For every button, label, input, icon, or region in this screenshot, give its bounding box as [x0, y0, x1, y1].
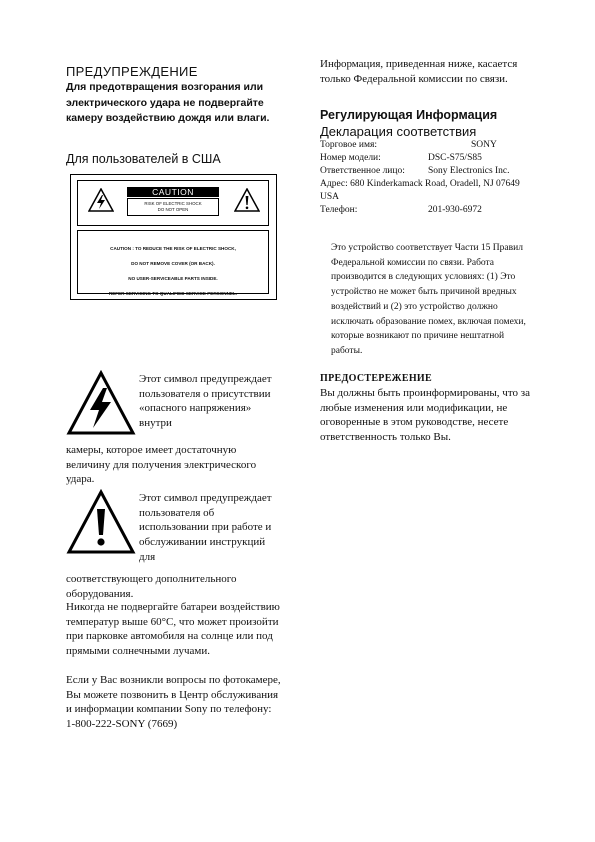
caution-heading: CAUTION	[127, 187, 219, 197]
regulatory-title: Регулирующая Информация	[320, 108, 498, 122]
lightning-symbol-description: Этот символ предупреждает пользователя о присутствии «опасного напряжения» внутри	[139, 373, 272, 430]
caution-label-bottom	[77, 230, 269, 294]
caution-notice-body: Вы должны быть проинформированы, что за любые изменения или модификации, не оговоренные в этом руководстве, несете ответственность только Вы.	[320, 387, 530, 444]
warning-title: ПРЕДУПРЕЖДЕНИЕ	[66, 64, 198, 79]
address-row: Адрес: 680 Kinderkamack Road, Oradell, NJ 07649 USA	[320, 179, 520, 202]
phone-value: 201-930-6972	[428, 205, 482, 215]
support-contact-paragraph: Если у Вас возникли вопросы по фотокамере, Вы можете позвонить в Центр обслуживания и информации компании Sony по телефону: 1-800-222-SONY (7669)	[66, 674, 281, 731]
responsible-party-value: Sony Electronics Inc.	[428, 166, 510, 176]
exclamation-warning-icon	[66, 489, 136, 555]
lightning-warning-icon	[66, 370, 136, 436]
lightning-warning-icon	[88, 188, 114, 212]
phone-label: Телефон:	[320, 205, 358, 215]
battery-warning-paragraph: Никогда не подвергайте батареи воздействию температур выше 60°C, что может произойти при парковке автомобиля на солнце или под прямыми солнечными лучами.	[66, 601, 280, 658]
caution-line: REFER SERVICING TO QUALIFIED SERVICE PERSONNEL.	[108, 291, 238, 296]
trade-name-label: Торговое имя:	[320, 140, 377, 150]
caution-line: NO USER-SERVICEABLE PARTS INSIDE.	[128, 276, 218, 281]
declaration-title: Декларация соответствия	[320, 124, 477, 139]
caution-subtext	[127, 198, 219, 216]
responsible-party-label: Ответственное лицо:	[320, 166, 405, 176]
fcc-compliance-statement: Это устройство соответствует Части 15 Правил Федеральной комиссии по связи. Работа производится в следующих условиях: (1) Это устройство не может быть причиной вредных воздействий и (2) это устройство должно исключать образование помех, включая помехи, которые возникают по причине нештатной работы.	[331, 243, 526, 356]
caution-label-box	[70, 174, 277, 300]
exclamation-symbol-description-continued: соответствующего дополнительного оборудования.	[66, 573, 237, 600]
caution-do-not-open-text: DO NOT OPEN	[157, 207, 189, 212]
warning-body: Для предотвращения возгорания или электрического удара не подвергайте камеру воздействию дождя или влаги.	[66, 81, 270, 124]
model-number-value: DSC-S75/S85	[428, 153, 482, 163]
fcc-info-note: Информация, приведенная ниже, касается только Федеральной комиссии по связи.	[320, 58, 518, 85]
exclamation-symbol-description: Этот символ предупреждает пользователя об использовании при работе и обслуживании инструкций для	[139, 492, 272, 563]
caution-line: CAUTION : TO REDUCE THE RISK OF ELECTRIC SHOCK,	[110, 246, 236, 251]
lightning-symbol-description-continued: камеры, которое имеет достаточную величину для получения электрического удара.	[66, 444, 257, 486]
exclamation-warning-icon	[234, 188, 260, 212]
caution-risk-text: RISK OF ELECTRIC SHOCK	[144, 201, 202, 206]
caution-line: DO NOT REMOVE COVER (OR BACK).	[131, 261, 215, 266]
caution-notice-title: ПРЕДОСТЕРЕЖЕНИЕ	[320, 373, 432, 384]
caution-label-top	[77, 180, 269, 226]
trade-name-value: SONY	[471, 140, 497, 150]
model-number-label: Номер модели:	[320, 153, 381, 163]
usa-section-title: Для пользователей в США	[66, 152, 221, 166]
